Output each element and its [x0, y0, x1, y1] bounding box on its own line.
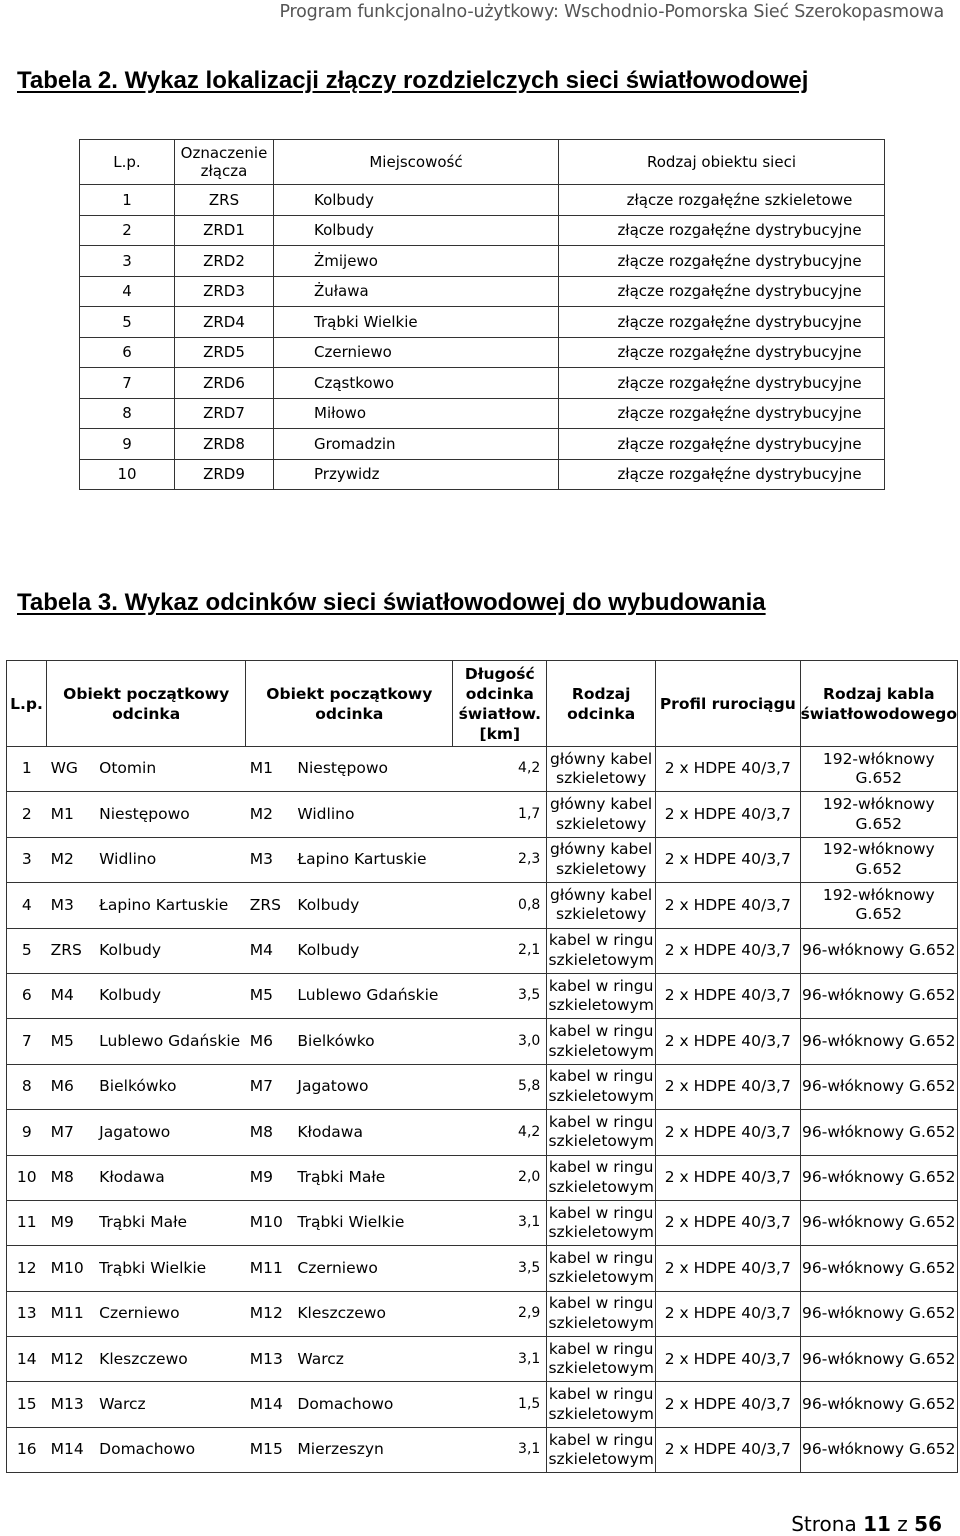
cell-place: Trąbki Wielkie — [274, 307, 559, 338]
cell-start-code: M1 — [47, 792, 96, 837]
cell-end-code: M7 — [246, 1064, 294, 1109]
cell-end-code: M5 — [246, 973, 294, 1018]
cell-cable: 192-włóknowy G.652 — [800, 883, 957, 928]
cell-end-code: ZRS — [246, 883, 294, 928]
cell-lp: 6 — [80, 337, 175, 368]
cell-lp: 12 — [7, 1246, 47, 1291]
cell-end-code: M15 — [246, 1427, 294, 1472]
cell-type: złącze rozgałęźne dystrybucyjne — [559, 215, 885, 246]
table-row — [80, 337, 885, 368]
cell-lp: 2 — [80, 215, 175, 246]
table-row — [80, 246, 885, 277]
table-row — [7, 1382, 958, 1427]
cell-cable: 192-włóknowy G.652 — [800, 792, 957, 837]
cell-place: Czerniewo — [274, 337, 559, 368]
cell-profile: 2 x HDPE 40/3,7 — [655, 1337, 800, 1382]
cell-start-place: Czerniewo — [95, 1291, 246, 1336]
cell-code: ZRD1 — [175, 215, 274, 246]
cell-lp: 5 — [7, 928, 47, 973]
cell-segment-type: kabel w ringu szkieletowym — [547, 1291, 656, 1336]
cell-code: ZRD8 — [175, 429, 274, 460]
cell-end-place: Kolbudy — [293, 883, 452, 928]
cell-lp: 10 — [7, 1155, 47, 1200]
cell-type: złącze rozgałęźne dystrybucyjne — [559, 246, 885, 277]
cell-start-place: Niestępowo — [95, 792, 246, 837]
cell-code: ZRD9 — [175, 459, 274, 490]
cell-cable: 192-włóknowy G.652 — [800, 837, 957, 882]
table-row — [7, 1200, 958, 1245]
cell-start-code: M11 — [47, 1291, 96, 1336]
cell-length: 2,9 — [453, 1291, 547, 1336]
table-row — [80, 307, 885, 338]
cell-start-place: Kleszczewo — [95, 1337, 246, 1382]
cell-end-place: Trąbki Małe — [293, 1155, 452, 1200]
table-row — [7, 1110, 958, 1155]
cell-segment-type: kabel w ringu szkieletowym — [547, 1155, 656, 1200]
cell-start-code: M5 — [47, 1019, 96, 1064]
cell-start-place: Widlino — [95, 837, 246, 882]
cell-lp: 16 — [7, 1427, 47, 1472]
cell-end-place: Trąbki Wielkie — [293, 1200, 452, 1245]
table2-header-type: Rodzaj obiektu sieci — [559, 140, 885, 185]
cell-start-code: M13 — [47, 1382, 96, 1427]
cell-profile: 2 x HDPE 40/3,7 — [655, 1382, 800, 1427]
cell-length: 4,2 — [453, 747, 547, 792]
cell-lp: 9 — [7, 1110, 47, 1155]
cell-place: Cząstkowo — [274, 368, 559, 399]
cell-place: Gromadzin — [274, 429, 559, 460]
cell-lp: 4 — [7, 883, 47, 928]
cell-lp: 13 — [7, 1291, 47, 1336]
table3-header-end: Obiekt początkowy odcinka — [246, 661, 453, 747]
table3-header-lp: L.p. — [7, 661, 47, 747]
cell-cable: 96-włóknowy G.652 — [800, 1200, 957, 1245]
cell-start-code: M7 — [47, 1110, 96, 1155]
table-row — [7, 1291, 958, 1336]
cell-length: 3,0 — [453, 1019, 547, 1064]
page-footer — [791, 1512, 942, 1536]
cell-code: ZRD7 — [175, 398, 274, 429]
cell-end-place: Lublewo Gdańskie — [293, 973, 452, 1018]
cell-end-code: M12 — [246, 1291, 294, 1336]
cell-cable: 96-włóknowy G.652 — [800, 1291, 957, 1336]
cell-segment-type: kabel w ringu szkieletowym — [547, 973, 656, 1018]
cell-end-place: Widlino — [293, 792, 452, 837]
cell-lp: 7 — [7, 1019, 47, 1064]
table3-header-start: Obiekt początkowy odcinka — [47, 661, 246, 747]
cell-length: 0,8 — [453, 883, 547, 928]
table2-header-lp: L.p. — [80, 140, 175, 185]
table-row — [7, 973, 958, 1018]
cell-end-place: Jagatowo — [293, 1064, 452, 1109]
cell-lp: 1 — [7, 747, 47, 792]
cell-start-code: ZRS — [47, 928, 96, 973]
cell-start-place: Otomin — [95, 747, 246, 792]
cell-place: Kolbudy — [274, 185, 559, 216]
table-row — [80, 398, 885, 429]
cell-end-code: M9 — [246, 1155, 294, 1200]
cell-segment-type: główny kabel szkieletowy — [547, 747, 656, 792]
cell-lp: 9 — [80, 429, 175, 460]
footer-page: 11 — [863, 1512, 891, 1536]
cell-start-place: Łapino Kartuskie — [95, 883, 246, 928]
cell-code: ZRD3 — [175, 276, 274, 307]
cell-start-code: M3 — [47, 883, 96, 928]
cell-start-code: WG — [47, 747, 96, 792]
table-row — [7, 1019, 958, 1064]
cell-start-code: M14 — [47, 1427, 96, 1472]
cell-profile: 2 x HDPE 40/3,7 — [655, 1200, 800, 1245]
cell-profile: 2 x HDPE 40/3,7 — [655, 1110, 800, 1155]
cell-place: Żmijewo — [274, 246, 559, 277]
cell-end-code: M3 — [246, 837, 294, 882]
cell-place: Przywidz — [274, 459, 559, 490]
cell-start-place: Kłodawa — [95, 1155, 246, 1200]
cell-end-place: Mierzeszyn — [293, 1427, 452, 1472]
cell-code: ZRD6 — [175, 368, 274, 399]
cell-segment-type: kabel w ringu szkieletowym — [547, 1246, 656, 1291]
cell-length: 3,1 — [453, 1337, 547, 1382]
cell-length: 1,7 — [453, 792, 547, 837]
cell-end-code: M1 — [246, 747, 294, 792]
cell-segment-type: kabel w ringu szkieletowym — [547, 1337, 656, 1382]
cell-lp: 8 — [7, 1064, 47, 1109]
cell-start-code: M6 — [47, 1064, 96, 1109]
cell-cable: 96-włóknowy G.652 — [800, 1155, 957, 1200]
cell-end-code: M14 — [246, 1382, 294, 1427]
cell-lp: 7 — [80, 368, 175, 399]
cell-end-place: Niestępowo — [293, 747, 452, 792]
footer-sep: z — [897, 1512, 908, 1536]
cell-start-place: Warcz — [95, 1382, 246, 1427]
cell-type: złącze rozgałęźne dystrybucyjne — [559, 276, 885, 307]
table-row — [7, 792, 958, 837]
cell-cable: 96-włóknowy G.652 — [800, 973, 957, 1018]
cell-segment-type: kabel w ringu szkieletowym — [547, 1427, 656, 1472]
cell-end-code: M13 — [246, 1337, 294, 1382]
cell-profile: 2 x HDPE 40/3,7 — [655, 973, 800, 1018]
cell-end-place: Czerniewo — [293, 1246, 452, 1291]
cell-length: 2,0 — [453, 1155, 547, 1200]
cell-profile: 2 x HDPE 40/3,7 — [655, 792, 800, 837]
cell-profile: 2 x HDPE 40/3,7 — [655, 1019, 800, 1064]
table3-title: Tabela 3. Wykaz odcinków sieci światłowodowej do wybudowania — [17, 589, 766, 616]
cell-segment-type: kabel w ringu szkieletowym — [547, 1200, 656, 1245]
cell-start-place: Kolbudy — [95, 928, 246, 973]
cell-start-place: Trąbki Wielkie — [95, 1246, 246, 1291]
cell-start-place: Kolbudy — [95, 973, 246, 1018]
cell-code: ZRD2 — [175, 246, 274, 277]
cell-end-place: Kolbudy — [293, 928, 452, 973]
cell-cable: 96-włóknowy G.652 — [800, 1337, 957, 1382]
table-row — [7, 1155, 958, 1200]
cell-profile: 2 x HDPE 40/3,7 — [655, 837, 800, 882]
table2-title: Tabela 2. Wykaz lokalizacji złączy rozdzielczych sieci światłowodowej — [17, 67, 809, 94]
cell-end-place: Łapino Kartuskie — [293, 837, 452, 882]
table3-header-row — [7, 661, 958, 747]
cell-profile: 2 x HDPE 40/3,7 — [655, 1427, 800, 1472]
cell-profile: 2 x HDPE 40/3,7 — [655, 1155, 800, 1200]
cell-lp: 5 — [80, 307, 175, 338]
table-row — [80, 459, 885, 490]
cell-code: ZRD4 — [175, 307, 274, 338]
cell-segment-type: kabel w ringu szkieletowym — [547, 1064, 656, 1109]
cell-segment-type: kabel w ringu szkieletowym — [547, 1110, 656, 1155]
table-row — [7, 1427, 958, 1472]
cell-profile: 2 x HDPE 40/3,7 — [655, 1064, 800, 1109]
cell-profile: 2 x HDPE 40/3,7 — [655, 747, 800, 792]
cell-length: 3,5 — [453, 973, 547, 1018]
cell-cable: 96-włóknowy G.652 — [800, 1246, 957, 1291]
cell-type: złącze rozgałęźne dystrybucyjne — [559, 398, 885, 429]
cell-cable: 96-włóknowy G.652 — [800, 1427, 957, 1472]
cell-length: 2,3 — [453, 837, 547, 882]
cell-segment-type: kabel w ringu szkieletowym — [547, 928, 656, 973]
cell-lp: 1 — [80, 185, 175, 216]
cell-start-place: Domachowo — [95, 1427, 246, 1472]
cell-length: 3,1 — [453, 1200, 547, 1245]
cell-length: 3,5 — [453, 1246, 547, 1291]
table-row — [7, 1246, 958, 1291]
cell-lp: 14 — [7, 1337, 47, 1382]
cell-segment-type: główny kabel szkieletowy — [547, 883, 656, 928]
cell-end-place: Warcz — [293, 1337, 452, 1382]
cell-lp: 4 — [80, 276, 175, 307]
cell-start-place: Bielkówko — [95, 1064, 246, 1109]
cell-start-place: Lublewo Gdańskie — [95, 1019, 246, 1064]
cell-end-code: M2 — [246, 792, 294, 837]
footer-total: 56 — [914, 1512, 942, 1536]
cell-lp: 8 — [80, 398, 175, 429]
cell-place: Miłowo — [274, 398, 559, 429]
cell-cable: 96-włóknowy G.652 — [800, 928, 957, 973]
table-row — [7, 1337, 958, 1382]
running-header: Program funkcjonalno-użytkowy: Wschodnio-Pomorska Sieć Szerokopasmowa — [279, 2, 944, 22]
cell-code: ZRD5 — [175, 337, 274, 368]
cell-cable: 96-włóknowy G.652 — [800, 1382, 957, 1427]
table-row — [80, 215, 885, 246]
cell-cable: 96-włóknowy G.652 — [800, 1019, 957, 1064]
table-row — [7, 928, 958, 973]
cell-type: złącze rozgałęźne szkieletowe — [559, 185, 885, 216]
cell-end-place: Kłodawa — [293, 1110, 452, 1155]
table-row — [80, 185, 885, 216]
table2-header-place: Miejscowość — [274, 140, 559, 185]
cell-length: 1,5 — [453, 1382, 547, 1427]
table2-header-code: Oznaczenie złącza — [175, 140, 274, 185]
cell-profile: 2 x HDPE 40/3,7 — [655, 1291, 800, 1336]
cell-lp: 6 — [7, 973, 47, 1018]
table2 — [79, 139, 885, 490]
cell-lp: 11 — [7, 1200, 47, 1245]
cell-end-code: M8 — [246, 1110, 294, 1155]
cell-end-place: Bielkówko — [293, 1019, 452, 1064]
table-row — [7, 883, 958, 928]
cell-end-place: Kleszczewo — [293, 1291, 452, 1336]
cell-cable: 96-włóknowy G.652 — [800, 1110, 957, 1155]
cell-lp: 2 — [7, 792, 47, 837]
cell-profile: 2 x HDPE 40/3,7 — [655, 928, 800, 973]
cell-lp: 10 — [80, 459, 175, 490]
table3-header-length: Długość odcinka światłow. [km] — [453, 661, 547, 747]
cell-lp: 15 — [7, 1382, 47, 1427]
table-row — [7, 747, 958, 792]
cell-end-code: M6 — [246, 1019, 294, 1064]
footer-prefix: Strona — [791, 1512, 857, 1536]
cell-start-code: M4 — [47, 973, 96, 1018]
cell-type: złącze rozgałęźne dystrybucyjne — [559, 459, 885, 490]
cell-profile: 2 x HDPE 40/3,7 — [655, 1246, 800, 1291]
table-row — [7, 837, 958, 882]
table-row — [80, 276, 885, 307]
table-row — [7, 1064, 958, 1109]
cell-end-code: M11 — [246, 1246, 294, 1291]
cell-start-code: M8 — [47, 1155, 96, 1200]
cell-start-place: Jagatowo — [95, 1110, 246, 1155]
cell-segment-type: kabel w ringu szkieletowym — [547, 1382, 656, 1427]
cell-start-code: M9 — [47, 1200, 96, 1245]
cell-segment-type: kabel w ringu szkieletowym — [547, 1019, 656, 1064]
table-row — [80, 429, 885, 460]
cell-code: ZRS — [175, 185, 274, 216]
cell-start-code: M12 — [47, 1337, 96, 1382]
cell-lp: 3 — [80, 246, 175, 277]
cell-type: złącze rozgałęźne dystrybucyjne — [559, 368, 885, 399]
cell-type: złącze rozgałęźne dystrybucyjne — [559, 337, 885, 368]
cell-end-code: M10 — [246, 1200, 294, 1245]
cell-place: Żuława — [274, 276, 559, 307]
cell-end-code: M4 — [246, 928, 294, 973]
table3-header-type: Rodzaj odcinka — [547, 661, 656, 747]
cell-place: Kolbudy — [274, 215, 559, 246]
cell-lp: 3 — [7, 837, 47, 882]
cell-profile: 2 x HDPE 40/3,7 — [655, 883, 800, 928]
table3 — [6, 660, 958, 1473]
cell-cable: 96-włóknowy G.652 — [800, 1064, 957, 1109]
cell-end-place: Domachowo — [293, 1382, 452, 1427]
cell-segment-type: główny kabel szkieletowy — [547, 837, 656, 882]
cell-length: 3,1 — [453, 1427, 547, 1472]
cell-type: złącze rozgałęźne dystrybucyjne — [559, 429, 885, 460]
table3-header-cable: Rodzaj kabla światłowodowego — [800, 661, 957, 747]
cell-cable: 192-włóknowy G.652 — [800, 747, 957, 792]
cell-start-code: M10 — [47, 1246, 96, 1291]
cell-length: 4,2 — [453, 1110, 547, 1155]
table2-header-row — [80, 140, 885, 185]
cell-start-code: M2 — [47, 837, 96, 882]
cell-type: złącze rozgałęźne dystrybucyjne — [559, 307, 885, 338]
cell-length: 5,8 — [453, 1064, 547, 1109]
table-row — [80, 368, 885, 399]
cell-segment-type: główny kabel szkieletowy — [547, 792, 656, 837]
cell-length: 2,1 — [453, 928, 547, 973]
table3-header-profile: Profil rurociągu — [655, 661, 800, 747]
cell-start-place: Trąbki Małe — [95, 1200, 246, 1245]
